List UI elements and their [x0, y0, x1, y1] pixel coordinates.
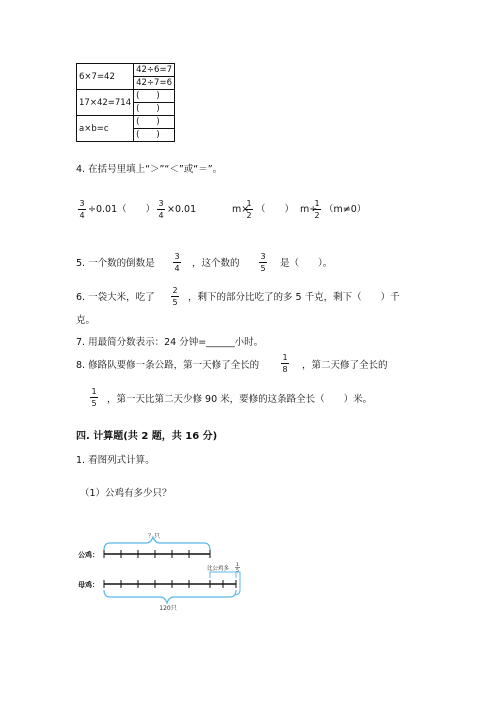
question-6-text-1: 6. 一袋大米，吃了: [76, 292, 155, 303]
denominator: 4: [174, 264, 180, 273]
fraction: [90, 387, 98, 408]
table-cell: ( ): [134, 103, 175, 116]
question-4-title: 4. 在括号里填上“＞”“＜”或“＝”。: [76, 164, 223, 175]
sub-question-1-1: （1）公鸡有多少只？: [80, 488, 172, 499]
question-7-text: 7. 用最简分数表示：24 分钟=______小时。: [76, 337, 264, 348]
question-8-text-3: ，第一天比第二天少修 90 米，要修的这条路全长（ ）米。: [107, 394, 373, 405]
hen-label: 母鸡：: [78, 581, 99, 589]
expression-1-rest: ÷0.01（ ）: [88, 204, 156, 215]
brace-extra: [210, 572, 236, 578]
compare-frac-num: 1: [236, 563, 239, 568]
table-cell: 6×7=42: [77, 64, 134, 90]
denominator: 2: [246, 211, 252, 220]
denominator: 5: [172, 298, 178, 307]
denominator: 2: [314, 211, 320, 220]
numerator: 1: [91, 387, 97, 396]
compare-label: 比公鸡多: [207, 566, 230, 572]
rooster-label: 公鸡：: [78, 551, 99, 559]
fraction: [78, 199, 86, 220]
fraction: [245, 199, 253, 220]
numerator: 3: [158, 199, 164, 208]
question-6-text-2: ，剩下的部分比吃了的多 5 千克，剩下（ ）千: [188, 292, 400, 303]
table-cell: ( ): [134, 90, 175, 103]
table-cell: 42÷6=7: [134, 64, 175, 77]
numerator: 3: [174, 252, 180, 261]
expression-3-pre: m×: [232, 204, 250, 215]
denominator: 5: [91, 399, 97, 408]
table-cell: ( ): [134, 116, 175, 129]
numerator: 1: [282, 353, 288, 362]
numerator: 2: [172, 286, 178, 295]
table-cell: a×b=c: [77, 116, 134, 142]
denominator: 4: [79, 211, 85, 220]
expression-3-condition: （m≠0）: [324, 204, 367, 215]
multiplication-table: [76, 63, 175, 142]
numerator: 3: [79, 199, 85, 208]
expression-2-rest: ×0.01: [167, 204, 197, 215]
question-6-text-3: 克。: [76, 315, 96, 326]
numerator: 1: [314, 199, 320, 208]
numerator: 3: [260, 252, 266, 261]
sub-question-1: 1. 看图列式计算。: [76, 455, 155, 466]
question-5-text-3: 是（ ）。: [280, 258, 333, 269]
line-diagram: [76, 528, 256, 614]
table-cell: ( ): [134, 129, 175, 142]
compare-frac-den: 5: [236, 569, 239, 574]
table-cell: 42÷7=6: [134, 77, 175, 90]
question-5-text-2: ，这个数的: [192, 258, 240, 269]
question-8-text-2: ，第二天修了全长的: [302, 360, 388, 371]
total-label: 120只: [159, 605, 177, 612]
table-cell: 17×42=714: [77, 90, 134, 116]
brace-bottom: [104, 590, 236, 603]
expression-3-post: m÷: [300, 204, 318, 215]
section-heading: 四. 计算题(共 2 题，共 16 分): [76, 431, 218, 442]
fraction: [171, 286, 179, 307]
denominator: 8: [282, 365, 288, 374]
expression-3-blank: （ ）: [256, 204, 295, 215]
numerator: 1: [246, 199, 252, 208]
fraction: [281, 353, 289, 374]
fraction: [259, 252, 267, 273]
fraction: [313, 199, 321, 220]
question-8-text-1: 8. 修路队要修一条公路，第一天修了全长的: [76, 360, 260, 371]
denominator: 4: [158, 211, 164, 220]
denominator: 5: [260, 264, 266, 273]
fraction: [157, 199, 165, 220]
fraction: [173, 252, 181, 273]
question-5-text-1: 5. 一个数的倒数是: [76, 258, 155, 269]
question-mark-label: ？只: [147, 533, 161, 540]
